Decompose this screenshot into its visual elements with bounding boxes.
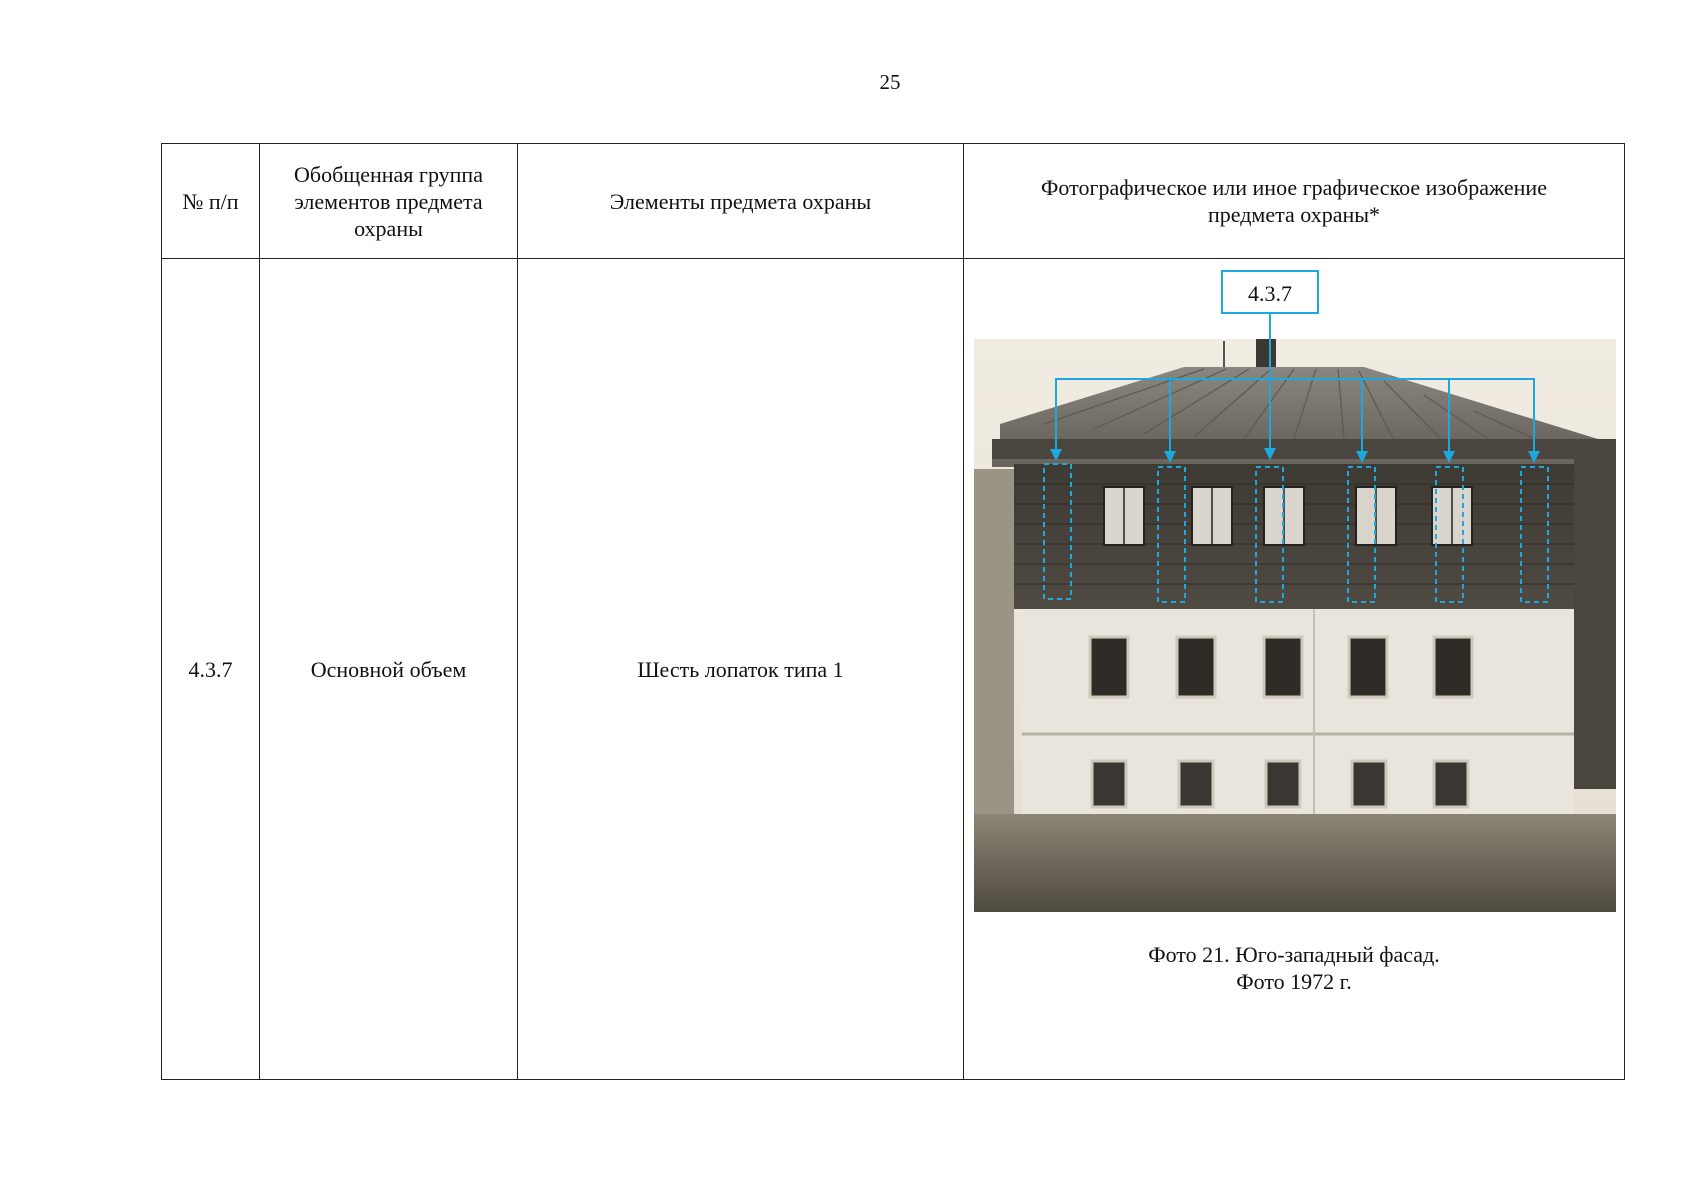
header-image: Фотографическое или иное графическое изображение предмета охраны* [964, 144, 1625, 259]
photo-image [974, 339, 1616, 912]
caption-line-1: Фото 21. Юго-западный фасад. [1148, 942, 1440, 967]
callout-label: 4.3.7 [1248, 281, 1292, 306]
page-number: 25 [879, 70, 901, 94]
table-row [162, 259, 1625, 1080]
cell-number: 4.3.7 [162, 259, 260, 1080]
cell-group: Основной объем [260, 259, 518, 1080]
caption-line-2: Фото 1972 г. [1236, 969, 1352, 994]
header-group: Обобщенная группа элементов предмета охраны [260, 144, 518, 259]
cell-photo [964, 259, 1625, 1080]
header-number: № п/п [162, 144, 260, 259]
protection-table [161, 143, 1625, 1080]
table-header-row [162, 144, 1625, 259]
cell-elements: Шесть лопаток типа 1 [518, 259, 964, 1080]
photo-caption [964, 941, 1624, 995]
header-elements: Элементы предмета охраны [518, 144, 964, 259]
